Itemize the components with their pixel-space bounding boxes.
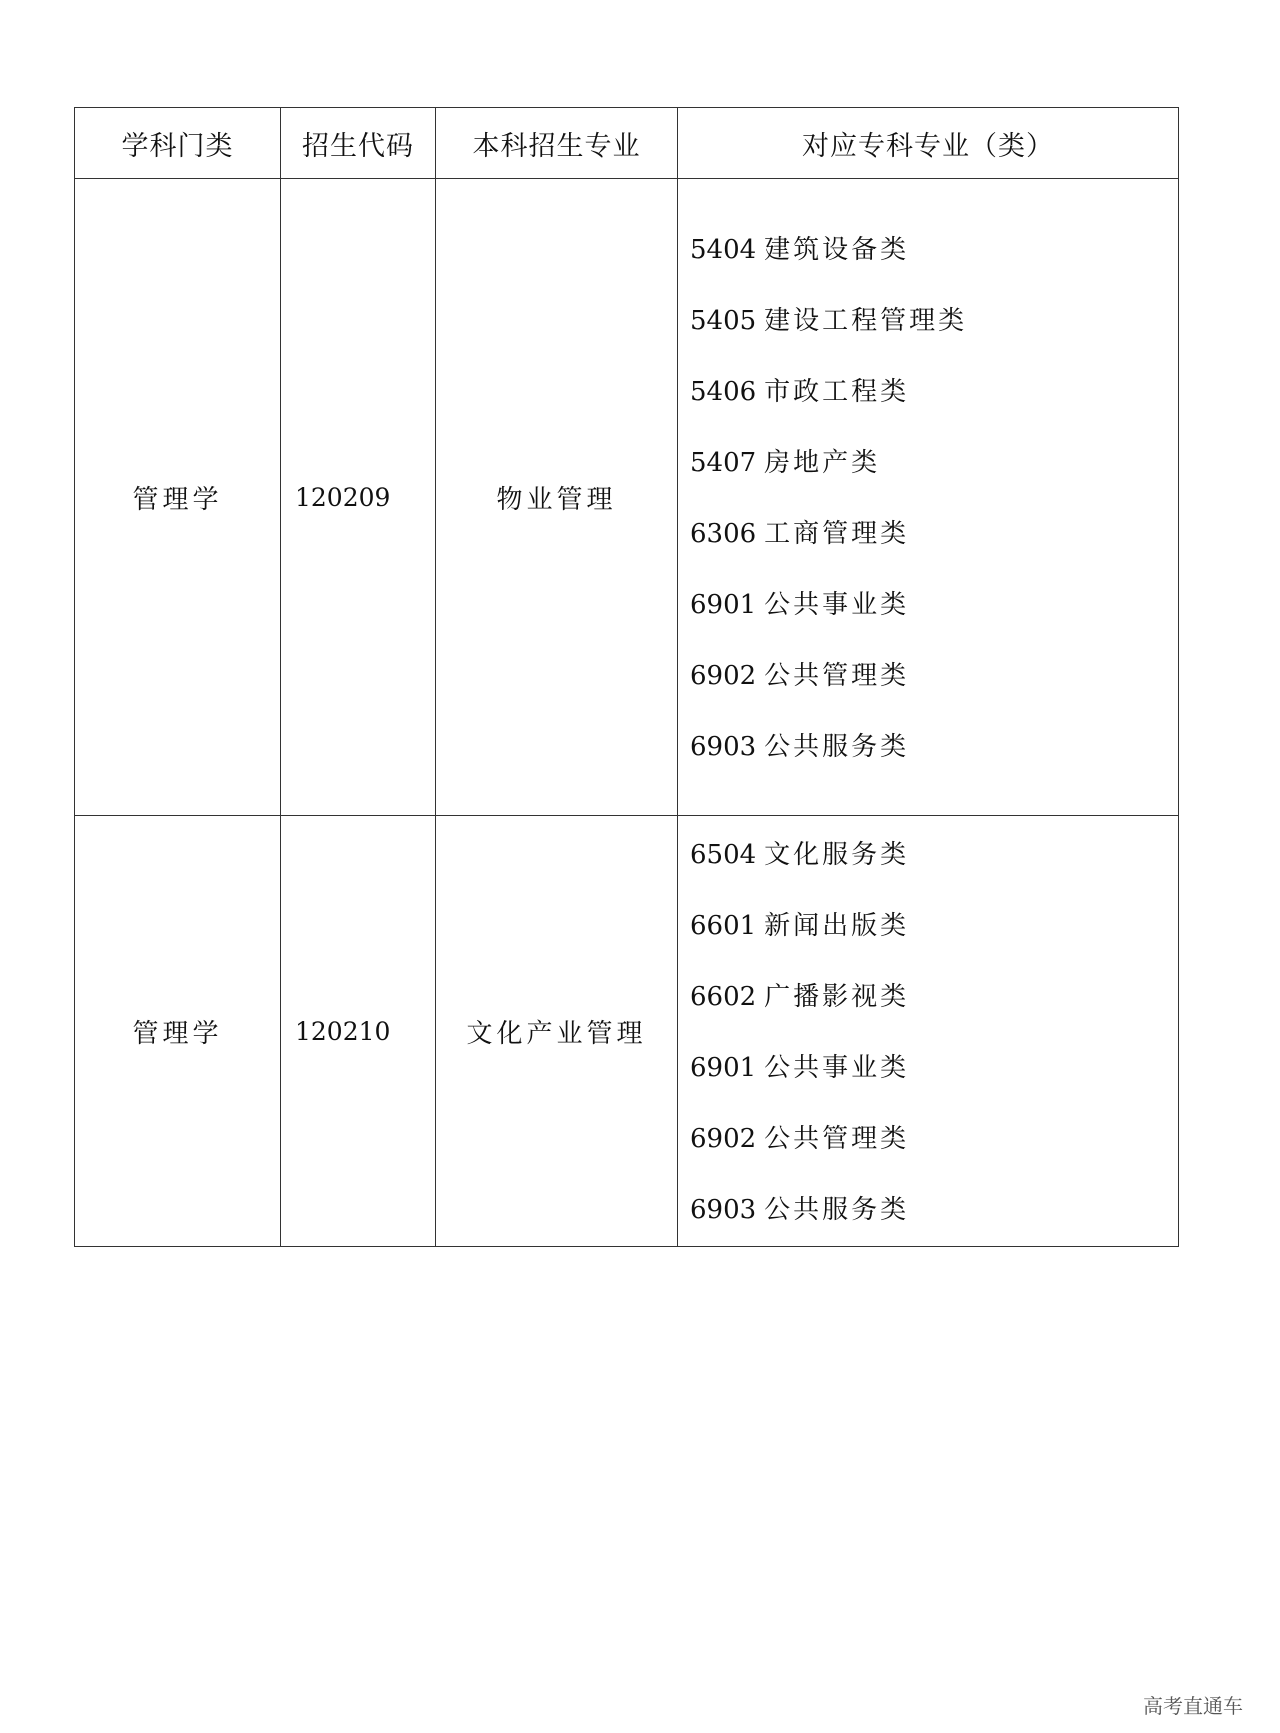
related-code: 6902 <box>690 1124 757 1154</box>
related-name: 新闻出版类 <box>764 911 910 941</box>
related-majors-cell <box>678 816 1179 1247</box>
list-item <box>690 891 1178 962</box>
related-name: 市政工程类 <box>764 377 910 407</box>
list-item <box>690 641 1178 712</box>
list-item <box>690 820 1178 891</box>
list-item <box>690 1033 1178 1104</box>
related-name: 公共服务类 <box>764 1195 910 1225</box>
header-category: 学科门类 <box>75 108 281 179</box>
watermark-text: 高考直通车 <box>1143 1694 1243 1718</box>
code-cell: 120210 <box>281 816 436 1247</box>
list-item <box>690 962 1178 1033</box>
list-item <box>690 215 1178 286</box>
category-cell: 管理学 <box>75 816 281 1247</box>
list-item <box>690 286 1178 357</box>
list-item <box>690 357 1178 428</box>
major-cell: 物业管理 <box>436 179 678 816</box>
related-code: 6901 <box>690 1053 757 1083</box>
related-name: 公共事业类 <box>764 1053 910 1083</box>
related-code: 6901 <box>690 590 757 620</box>
related-code: 6601 <box>690 911 757 941</box>
major-cell: 文化产业管理 <box>436 816 678 1247</box>
list-item <box>690 1104 1178 1175</box>
related-name: 公共管理类 <box>764 661 910 691</box>
related-name: 公共事业类 <box>764 590 910 620</box>
list-item <box>690 570 1178 641</box>
list-item <box>690 712 1178 783</box>
related-code: 5404 <box>690 235 757 265</box>
list-item <box>690 499 1178 570</box>
header-related: 对应专科专业（类） <box>678 108 1179 179</box>
table-row <box>75 816 1179 1247</box>
related-name: 广播影视类 <box>764 982 910 1012</box>
related-name: 建设工程管理类 <box>764 306 968 336</box>
related-name: 建筑设备类 <box>764 235 910 265</box>
table-header-row <box>75 108 1179 179</box>
header-code: 招生代码 <box>281 108 436 179</box>
related-code: 6903 <box>690 1195 757 1225</box>
list-item <box>690 428 1178 499</box>
related-majors-cell <box>678 179 1179 816</box>
related-code: 6306 <box>690 519 757 549</box>
admission-table <box>74 107 1179 1247</box>
related-majors-list <box>678 816 1178 1246</box>
related-code: 5405 <box>690 306 757 336</box>
related-code: 6504 <box>690 840 757 870</box>
related-code: 6602 <box>690 982 757 1012</box>
related-name: 公共服务类 <box>764 732 910 762</box>
related-majors-list <box>678 187 1178 807</box>
related-code: 6902 <box>690 661 757 691</box>
header-major: 本科招生专业 <box>436 108 678 179</box>
related-code: 5406 <box>690 377 757 407</box>
related-name: 房地产类 <box>764 448 881 478</box>
table-row <box>75 179 1179 816</box>
related-code: 5407 <box>690 448 757 478</box>
related-name: 文化服务类 <box>764 840 910 870</box>
related-code: 6903 <box>690 732 757 762</box>
related-name: 公共管理类 <box>764 1124 910 1154</box>
category-cell: 管理学 <box>75 179 281 816</box>
related-name: 工商管理类 <box>764 519 910 549</box>
list-item <box>690 1175 1178 1246</box>
code-cell: 120209 <box>281 179 436 816</box>
